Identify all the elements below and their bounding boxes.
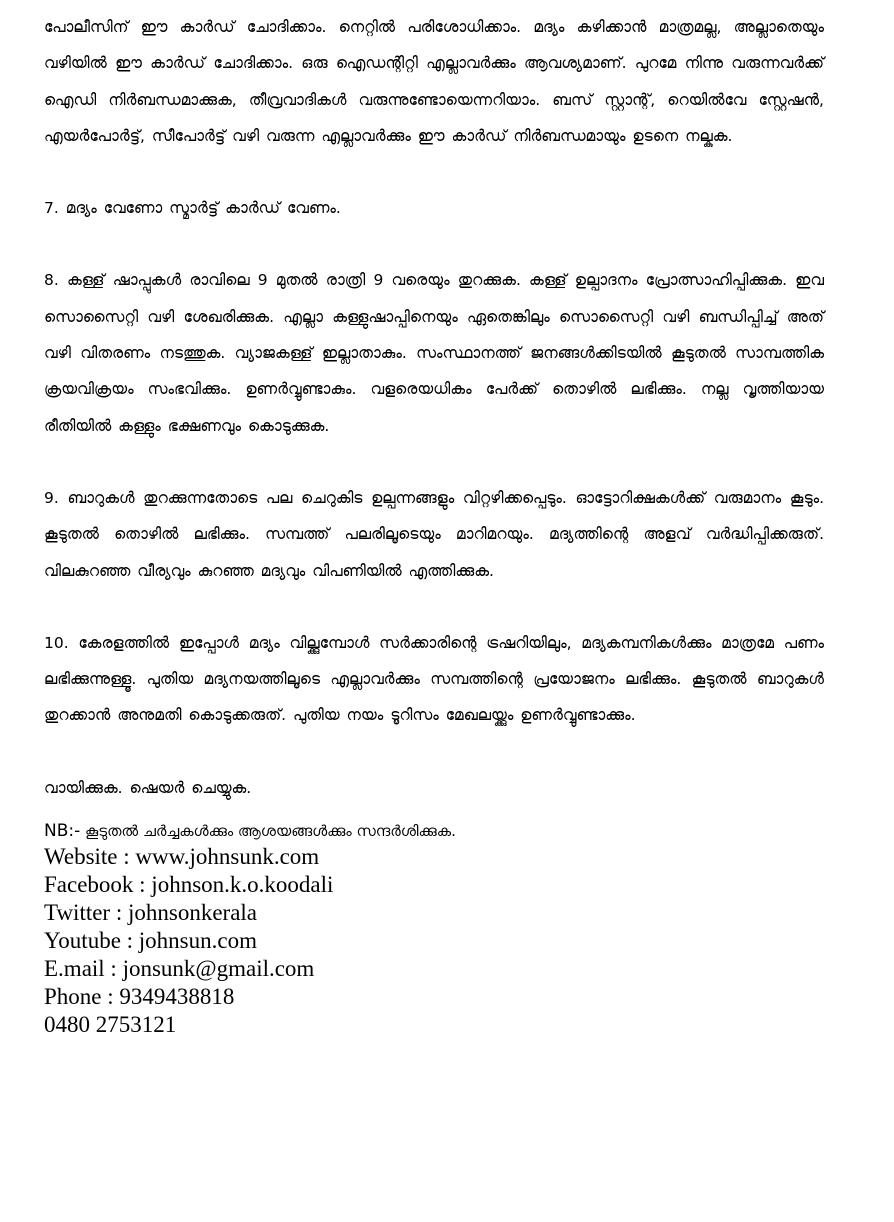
contact-email: E.mail : jonsunk@gmail.com xyxy=(44,956,315,982)
share-request: വായിക്കുക. ഷെയർ ചെയ്യുക. xyxy=(44,778,252,797)
paragraph-smart-card-id: പോലീസിന് ഈ കാർഡ് ചോദിക്കാം. നെറ്റിൽ പരിശോധിക്കാം. മദ്യം കഴിക്കാൻ മാത്രമല്ല, അല്ലാതെയും വഴിയിൽ ഈ കാർഡ് ചോദിക്കാം. ഒരു ഐഡന്റിറ്റി എല്ലാവർക്കും ആവശ്യമാണ്. പുറമേ നിന്നു വരുന്നവർക്ക് ഐഡി നിർബന്ധമാക്കുക, തീവ്രവാദികൾ വരുന്നുണ്ടോയെന്നറിയാം. ബസ് സ്റ്റാന്റ്, റെയിൽവേ സ്റ്റേഷൻ, എയർപോർട്ട്, സീപോർട്ട് വഴി വരുന്ന എല്ലാവർക്കും ഈ കാർഡ് നിർബന്ധമായും ഉടനെ നല്കുക. xyxy=(44,18,824,145)
contact-website: Website : www.johnsunk.com xyxy=(44,844,320,870)
contact-phone: Phone : 9349438818 xyxy=(44,984,235,1010)
contact-facebook: Facebook : johnson.k.o.koodali xyxy=(44,872,334,898)
paragraph-item-7: 7. മദ്യം വേണോ സ്മാർട്ട് കാർഡ് വേണം. xyxy=(44,199,341,218)
contact-youtube: Youtube : johnsun.com xyxy=(44,928,257,954)
paragraph-item-10: 10. കേരളത്തിൽ ഇപ്പോൾ മദ്യം വില്ക്കുമ്പോൾ സർക്കാരിന്റെ ട്രഷറിയിലും, മദ്യകമ്പനികൾക്കും മാത്രമേ പണം ലഭിക്കുന്നുള്ളൂ. പുതിയ മദ്യനയത്തിലൂടെ എല്ലാവർക്കും സമ്പത്തിന്റെ പ്രയോജനം ലഭിക്കും. കൂടുതൽ ബാറുകൾ തുറക്കാൻ അനുമതി കൊടുക്കരുത്. പുതിയ നയം ടൂറിസം മേഖലയ്ക്കും ഉണർവ്വുണ്ടാക്കും. xyxy=(44,633,824,725)
contact-list xyxy=(44,843,824,1039)
contact-phone-landline: 0480 2753121 xyxy=(44,1012,177,1038)
paragraph-item-8: 8. കള്ള് ഷാപ്പുകൾ രാവിലെ 9 മുതൽ രാത്രി 9 വരെയും തുറക്കുക. കള്ള് ഉല്പാദനം പ്രോത്സാഹിപ്പിക്കുക. ഇവ സൊസൈറ്റി വഴി ശേഖരിക്കുക. എല്ലാ കള്ളുഷാപ്പിനെയും ഏതെങ്കിലും സൊസൈറ്റി വഴി ബന്ധിപ്പിച്ച് അത് വഴി വിതരണം നടത്തുക. വ്യാജകള്ള് ഇല്ലാതാകും. സംസ്ഥാനത്ത് ജനങ്ങൾക്കിടയിൽ കൂടുതൽ സാമ്പത്തിക ക്രയവിക്രയം സംഭവിക്കും. ഉണർവ്വുണ്ടാകും. വളരെയധികം പേർക്ക് തൊഴിൽ ലഭിക്കും. നല്ല വൃത്തിയായ രീതിയിൽ കള്ളും ഭക്ഷണവും കൊടുക്കുക. xyxy=(44,271,824,435)
nb-label: NB:- xyxy=(44,821,81,842)
paragraph-item-9: 9. ബാറുകൾ തുറക്കുന്നതോടെ പല ചെറുകിട ഉല്പന്നങ്ങളും വിറ്റഴിക്കപ്പെടും. ഓട്ടോറിക്ഷകൾക്ക് വരുമാനം കൂടും. കൂടുതൽ തൊഴിൽ ലഭിക്കും. സമ്പത്ത് പലരിലൂടെയും മാറിമറയും. മദ്യത്തിന്റെ അളവ് വർദ്ധിപ്പിക്കരുത്. വിലകുറഞ്ഞ വീര്യവും കുറഞ്ഞ മദ്യവും വിപണിയിൽ എത്തിക്കുക. xyxy=(44,488,824,580)
nb-note xyxy=(44,819,824,843)
document-page xyxy=(44,0,824,1039)
nb-text: കൂടുതൽ ചർച്ചകൾക്കും ആശയങ്ങൾക്കും സന്ദർശിക്കുക. xyxy=(85,822,456,841)
contact-twitter: Twitter : johnsonkerala xyxy=(44,900,257,926)
